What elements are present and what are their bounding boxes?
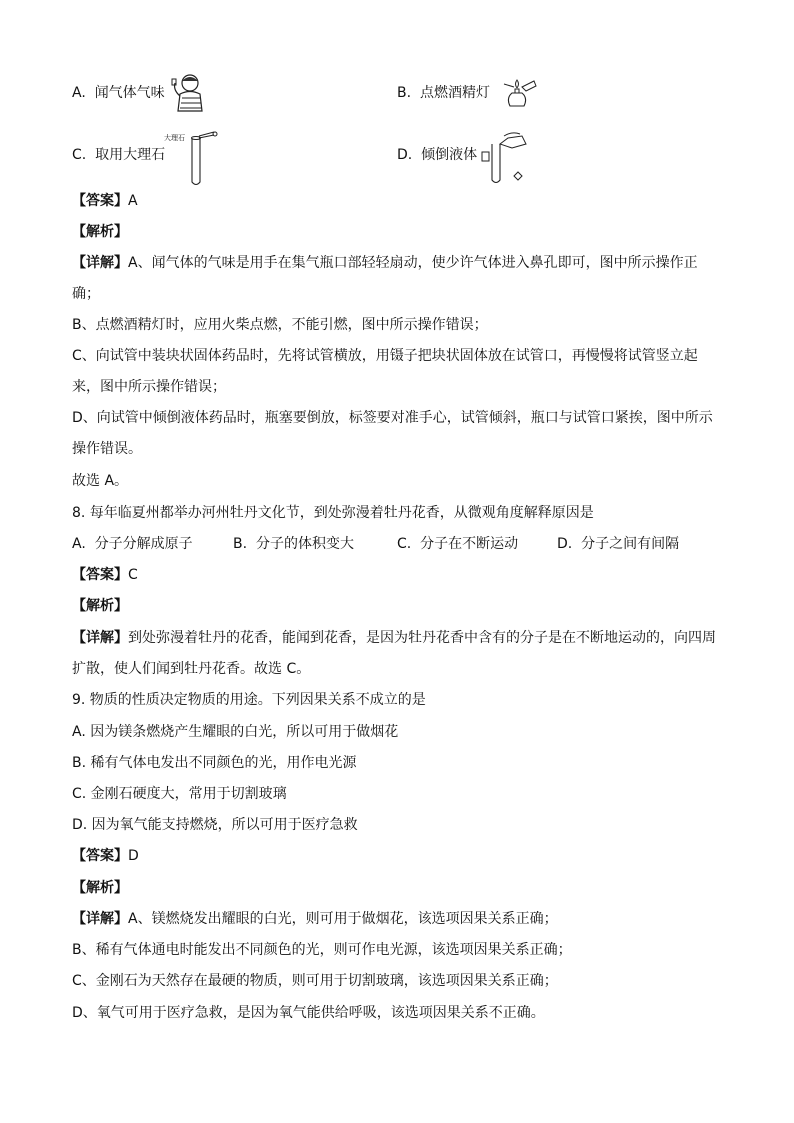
q7-option-d: D. 倾倒液体 <box>397 147 478 163</box>
q8-option-c: C. 分子在不断运动 <box>397 536 519 552</box>
q7-option-c: C. 取用大理石 <box>72 147 166 163</box>
q7-option-a: A. 闻气体气味 <box>72 85 165 101</box>
q7-analysis-label: 【解析】 <box>72 224 128 240</box>
q7-detail-line-5: 来，图中所示操作错误； <box>72 379 226 395</box>
pouring-liquid-figure <box>478 130 530 186</box>
q7-detail-line-3: B、点燃酒精灯时，应用火柴点燃，不能引燃，图中所示操作错误； <box>72 317 488 333</box>
q8-option-a: A. 分子分解成原子 <box>72 536 193 552</box>
q9-analysis-label: 【解析】 <box>72 880 128 896</box>
lighting-alcohol-lamp-figure <box>500 78 538 108</box>
marble-figure-label: 大理石 <box>164 134 185 142</box>
smelling-gas-figure <box>168 72 212 112</box>
q7-option-b: B. 点燃酒精灯 <box>397 85 490 101</box>
q9-answer: 【答案】D <box>72 848 139 864</box>
taking-marble-figure <box>184 130 220 188</box>
q9-stem: 9. 物质的性质决定物质的用途。下列因果关系不成立的是 <box>72 692 426 708</box>
q9-option-d: D. 因为氧气能支持燃烧，所以可用于医疗急救 <box>72 817 358 833</box>
q7-answer: 【答案】A <box>72 193 138 209</box>
q7-detail-line-6: D、向试管中倾倒液体药品时，瓶塞要倒放，标签要对准手心，试管倾斜，瓶口与试管口紧挨，图中所示 <box>72 410 713 426</box>
q8-detail-line-2: 扩散，使人们闻到牡丹花香。故选 C。 <box>72 661 311 677</box>
q9-option-a: A. 因为镁条燃烧产生耀眼的白光，所以可用于做烟花 <box>72 724 399 740</box>
q7-detail-line-2: 确； <box>72 286 100 302</box>
q8-option-b: B. 分子的体积变大 <box>233 536 354 552</box>
q8-answer: 【答案】C <box>72 567 138 583</box>
q8-stem: 8. 每年临夏州都举办河州牡丹文化节，到处弥漫着牡丹花香，从微观角度解释原因是 <box>72 505 594 521</box>
q9-option-c: C. 金刚石硬度大，常用于切割玻璃 <box>72 786 287 802</box>
q9-detail-line-2: B、稀有气体通电时能发出不同颜色的光，则可作电光源，该选项因果关系正确； <box>72 942 572 958</box>
q7-detail-line-4: C、向试管中装块状固体药品时，先将试管横放，用镊子把块状固体放在试管口，再慢慢将试管竖立起 <box>72 348 698 364</box>
q7-detail-line-8: 故选 A。 <box>72 473 129 489</box>
q8-detail-line-1: 【详解】到处弥漫着牡丹的花香，能闻到花香，是因为牡丹花香中含有的分子是在不断地运动的，向四周 <box>72 630 716 646</box>
q8-analysis-label: 【解析】 <box>72 598 128 614</box>
q8-option-d: D. 分子之间有间隔 <box>557 536 680 552</box>
q9-detail-line-3: C、金刚石为天然存在最硬的物质，则可用于切割玻璃，该选项因果关系正确； <box>72 973 558 989</box>
q7-detail-line-7: 操作错误。 <box>72 441 142 457</box>
q9-detail-line-1: 【详解】A、镁燃烧发出耀眼的白光，则可用于做烟花，该选项因果关系正确； <box>72 911 558 927</box>
q9-detail-line-4: D、氧气可用于医疗急救，是因为氧气能供给呼吸，该选项因果关系不正确。 <box>72 1005 545 1021</box>
q9-option-b: B. 稀有气体电发出不同颜色的光，用作电光源 <box>72 755 357 771</box>
q7-detail-line-1: 【详解】A、闻气体的气味是用手在集气瓶口部轻轻扇动，使少许气体进入鼻孔即可，图中所示操作正 <box>72 255 698 271</box>
